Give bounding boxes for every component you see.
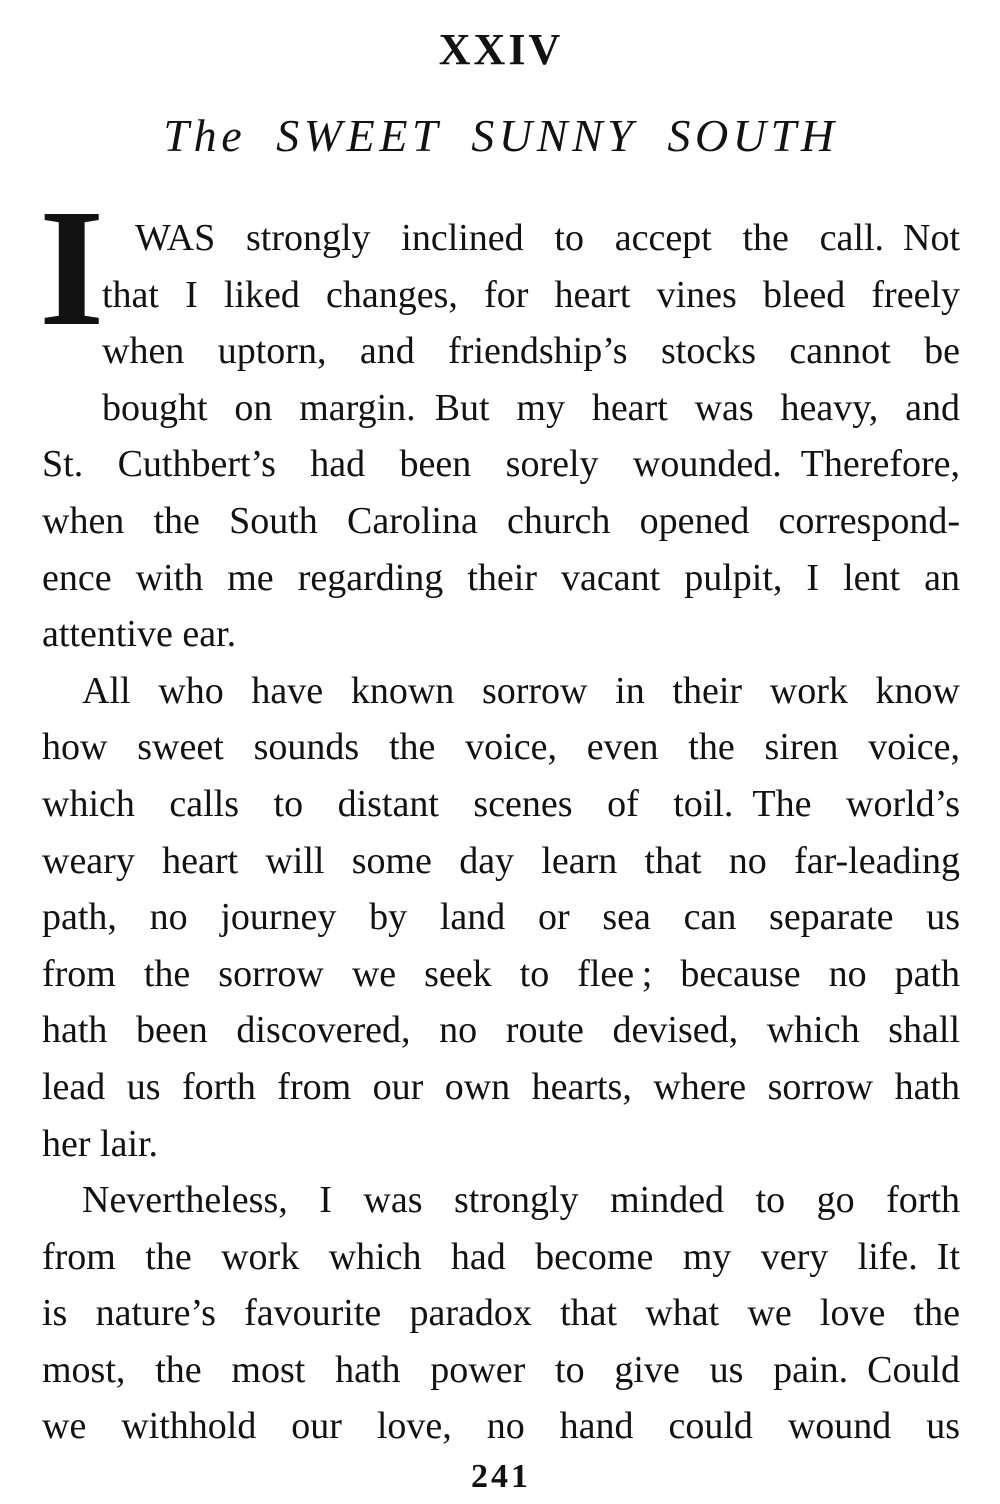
chapter-title: The SWEET SUNNY SOUTH [163,110,839,161]
text-line: how sweet sounds the voice, even the siren voice, [42,726,960,769]
paragraph [42,663,960,1172]
paragraph [39,175,960,663]
text-line: when uptorn, and friendship’s stocks cannot be [102,330,960,373]
text-line: ence with me regarding their vacant pulpit, I lent an [42,556,960,599]
drop-cap [39,175,105,380]
text-line: most, the most hath power to give us pain. Could [42,1348,960,1391]
paragraph [42,1172,960,1455]
text-line: from the work which had become my very life. It [42,1235,960,1278]
text-line: path, no journey by land or sea can separate us [42,896,960,939]
text-line: Nevertheless, I was strongly minded to go forth [82,1179,960,1222]
text-line: St. Cuthbert’s had been sorely wounded. Therefore, [42,443,960,486]
text-line: that I liked changes, for heart vines bleed freely [102,273,960,316]
text-line: we withhold our love, no hand could wound us [42,1405,960,1448]
text-line: attentive ear. [42,613,237,656]
page-number: 241 [471,1458,531,1496]
text-line: which calls to distant scenes of toil. The world’s [42,782,960,825]
body-text [39,175,960,1455]
chapter-number: XXIV [438,25,564,74]
text-line: her lair. [42,1122,159,1165]
drop-cap-letter: I [39,175,105,361]
text-line: WAS strongly inclined to accept the call. Not [135,217,960,259]
text-line: bought on margin. But my heart was heavy, and [102,386,960,429]
text-line: lead us forth from our own hearts, where sorrow hath [42,1065,960,1108]
text-line: hath been discovered, no route devised, which shall [42,1009,960,1052]
text-line: is nature’s favourite paradox that what we love the [42,1292,960,1335]
text-line: weary heart will some day learn that no far-leading [42,839,960,882]
text-line: All who have known sorrow in their work know [82,669,960,712]
text-line: when the South Carolina church opened correspond- [42,499,960,542]
text-line: from the sorrow we seek to flee ; because no path [42,952,960,995]
